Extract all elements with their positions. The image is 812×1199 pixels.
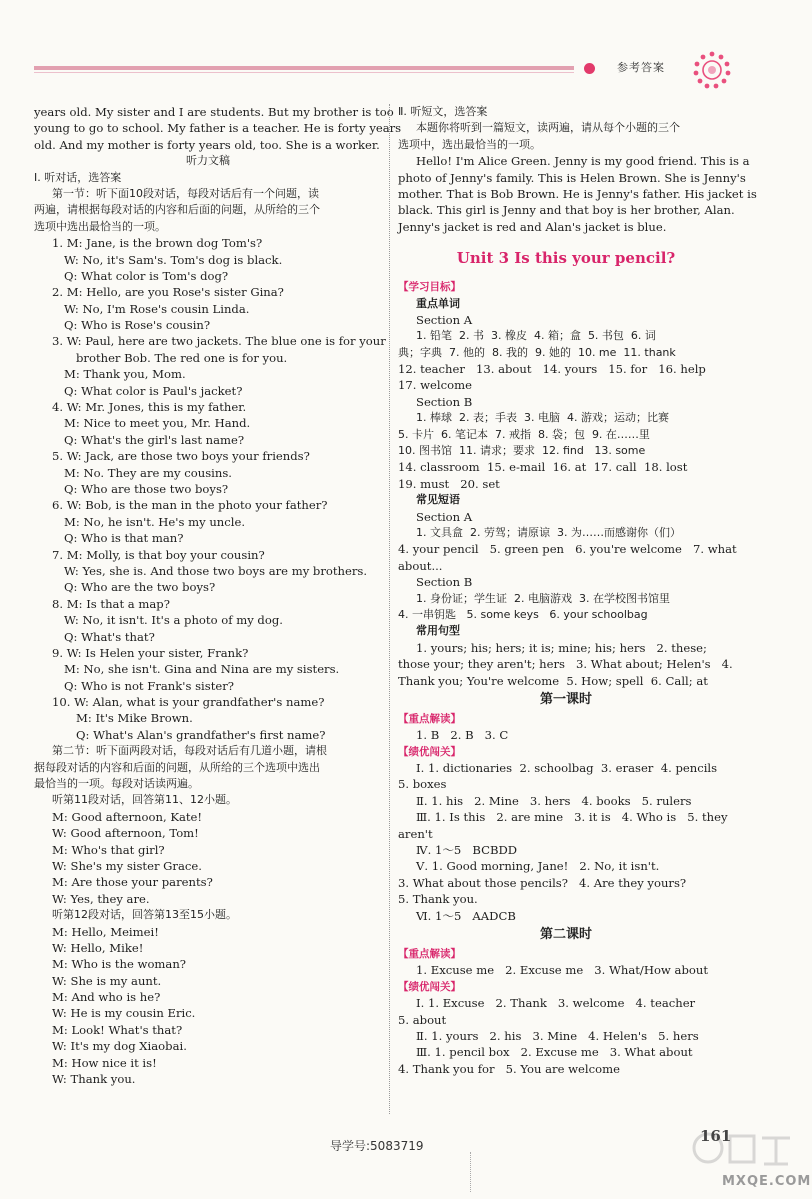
text-line: M: No. They are my cousins.	[64, 465, 232, 480]
answer-line: 常用句型	[416, 624, 460, 638]
answer-line: Ⅴ. 1. Good morning, Jane! 2. No, it isn't.	[416, 859, 660, 874]
passage-line: Ⅱ. 听短文，选答案	[398, 105, 488, 118]
answer-line: 1. Excuse me 2. Excuse me 3. What/How about	[416, 963, 708, 978]
text-line: 2. M: Hello, are you Rose's sister Gina?	[52, 285, 284, 300]
text-line: 听第12段对话，回答第13至15小题。	[52, 908, 237, 922]
column-divider	[389, 104, 390, 1114]
passage-line: 选项中，选出最恰当的一项。	[398, 137, 541, 151]
answer-line: 19. must 20. set	[398, 476, 500, 491]
text-line: years old. My sister and I are students. But my brother is too	[34, 105, 394, 119]
text-line: 8. M: Is that a map?	[52, 596, 170, 611]
answer-line: 第一课时	[539, 691, 592, 707]
answer-line: 1. yours; his; hers; it is; mine; his; hers 2. these;	[416, 640, 707, 655]
answer-line: 典；字典 7. 他的 8. 我的 9. 她的 10. me 11. thank	[398, 345, 676, 359]
text-line: Q: What's that?	[64, 629, 155, 644]
answer-line: 3. What about those pencils? 4. Are they yours?	[398, 875, 687, 890]
text-line: M: Look! What's that?	[52, 1022, 183, 1037]
text-line: old. And my mother is forty years old, too. She is a worker.	[34, 137, 380, 152]
text-line: 10. W: Alan, what is your grandfather's name?	[52, 695, 325, 710]
text-line: M: And who is he?	[52, 990, 161, 1005]
answer-line: 常见短语	[416, 493, 460, 507]
answer-line: 1. 文具盒 2. 劳驾；请原谅 3. 为……而感谢你（们）	[416, 525, 681, 539]
text-line: M: No, he isn't. He's my uncle.	[64, 514, 246, 529]
answer-line: Ⅱ. 1. yours 2. his 3. Mine 4. Helen's 5. hers	[416, 1028, 699, 1043]
text-line: 听第11段对话，回答第11、12小题。	[52, 793, 237, 807]
text-line: 3. W: Paul, here are two jackets. The blue one is for your	[52, 334, 386, 349]
text-line: M: Who is the woman?	[52, 957, 187, 972]
text-line: 1. M: Jane, is the brown dog Tom's?	[52, 236, 263, 251]
text-line: M: Hello, Meimei!	[52, 924, 159, 939]
answer-line: Ⅱ. 1. his 2. Mine 3. hers 4. books 5. rulers	[416, 793, 692, 808]
text-line: W: Hello, Mike!	[52, 940, 144, 955]
answer-line: Ⅲ. 1. pencil box 2. Excuse me 3. What about	[416, 1045, 693, 1060]
unit-title: Unit 3 Is this your pencil?	[456, 249, 676, 268]
listening-passage	[398, 104, 757, 235]
answer-line: 4. 一串钥匙 5. some keys 6. your schoolbag	[398, 607, 648, 621]
answer-line: 12. teacher 13. about 14. yours 15. for 16. help	[398, 362, 706, 377]
answer-line: 17. welcome	[398, 378, 472, 393]
text-line: Q: What color is Tom's dog?	[64, 268, 229, 283]
answer-line: Ⅰ. 1. dictionaries 2. schoolbag 3. eraser 4. pencils	[416, 761, 718, 776]
text-line: W: No, it's Sam's. Tom's dog is black.	[64, 252, 283, 267]
text-line: Q: Who is Rose's cousin?	[64, 318, 211, 333]
text-line: W: She is my aunt.	[52, 973, 162, 988]
answer-line: 5. Thank you.	[398, 892, 478, 907]
left-column	[34, 104, 402, 1087]
answer-line: Ⅲ. 1. Is this 2. are mine 3. it is 4. Who is 5. they	[416, 810, 728, 825]
text-line: 5. W: Jack, are those two boys your friends?	[52, 449, 310, 464]
answer-line: Section A	[416, 509, 473, 524]
answer-line: aren't	[398, 826, 433, 841]
text-line: 听力文稿	[186, 154, 230, 168]
answer-line: 【绩优闯关】	[398, 980, 461, 993]
text-line: M: Good afternoon, Kate!	[52, 809, 203, 824]
answer-line: 第二课时	[539, 926, 592, 942]
guide-number: 导学号:5083719	[330, 1139, 424, 1153]
header-rule	[34, 66, 574, 70]
text-line: M: No, she isn't. Gina and Nina are my sisters.	[64, 662, 340, 677]
text-line: 7. M: Molly, is that boy your cousin?	[52, 547, 265, 562]
answer-key	[398, 279, 737, 1077]
watermark-text: MXQE.COM	[722, 1174, 812, 1189]
answer-line: Ⅵ. 1～5 AADCB	[416, 908, 516, 923]
text-line: Ⅰ. 听对话，选答案	[34, 170, 122, 184]
answer-line: 14. classroom 15. e-mail 16. at 17. call 18. lost	[398, 460, 688, 475]
header-title: 参考答案	[617, 61, 665, 74]
text-line: Q: What's the girl's last name?	[64, 432, 245, 447]
answer-line: 10. 图书馆 11. 请求；要求 12. find 13. some	[398, 444, 646, 458]
text-line: Q: Who is not Frank's sister?	[64, 678, 234, 693]
answer-line: 5. boxes	[398, 777, 447, 792]
answer-line: Section A	[416, 312, 473, 327]
answer-line: 5. 卡片 6. 笔记本 7. 戒指 8. 袋；包 9. 在……里	[398, 427, 650, 441]
text-line: W: No, it isn't. It's a photo of my dog.	[64, 613, 283, 628]
text-line: W: Yes, she is. And those two boys are my brothers.	[64, 563, 368, 578]
text-line: 最恰当的一项。每段对话读两遍。	[34, 777, 199, 791]
answer-line: Ⅳ. 1～5 BCBDD	[416, 843, 518, 858]
text-line: 第一节：听下面10段对话，每段对话后有一个问题，读	[52, 186, 319, 200]
header-dot	[584, 63, 595, 74]
answer-line: Ⅰ. 1. Excuse 2. Thank 3. welcome 4. teacher	[416, 996, 696, 1011]
text-line: 6. W: Bob, is the man in the photo your father?	[52, 498, 328, 513]
answer-line: 4. your pencil 5. green pen 6. you're welcome 7. what	[398, 542, 737, 557]
text-line: W: He is my cousin Eric.	[52, 1006, 196, 1021]
text-line: 据每段对话的内容和后面的问题，从所给的三个选项中选出	[34, 760, 320, 774]
answer-line: 【重点解读】	[398, 712, 461, 725]
text-line: Q: Who are the two boys?	[64, 580, 216, 595]
text-line: 9. W: Is Helen your sister, Frank?	[52, 645, 249, 660]
text-line: Q: What's Alan's grandfather's first name?	[76, 727, 326, 742]
answer-line: 4. Thank you for 5. You are welcome	[398, 1061, 620, 1076]
passage-line: Hello! I'm Alice Green. Jenny is my good friend. This is a	[416, 154, 750, 169]
answer-line: 【重点解读】	[398, 947, 461, 960]
text-line: brother Bob. The red one is for you.	[76, 350, 288, 365]
passage-line: Jenny's jacket is red and Alan's jacket is blue.	[398, 219, 667, 234]
text-line: M: Who's that girl?	[52, 842, 165, 857]
text-line: M: Nice to meet you, Mr. Hand.	[64, 416, 251, 431]
answer-line: 【绩优闯关】	[398, 745, 461, 758]
answer-line: Section B	[416, 575, 473, 590]
right-column	[398, 104, 757, 1077]
text-line: 4. W: Mr. Jones, this is my father.	[52, 400, 247, 415]
text-line: W: Good afternoon, Tom!	[52, 826, 199, 841]
text-line: W: Yes, they are.	[52, 891, 150, 906]
flower-logo-icon	[690, 48, 734, 92]
answer-line: those your; they aren't; hers 3. What about; Helen's 4.	[398, 657, 733, 672]
answer-line: about...	[398, 558, 443, 573]
text-line: Q: Who are those two boys?	[64, 481, 229, 496]
answer-line: Thank you; You're welcome 5. How; spell 6. Call; at	[398, 673, 708, 688]
text-line: M: How nice it is!	[52, 1055, 157, 1070]
answer-line: 【学习目标】	[398, 281, 461, 294]
passage-line: photo of Jenny's family. This is Helen Brown. She is Jenny's	[398, 170, 746, 185]
passage-line: black. This girl is Jenny and that boy is her brother, Alan.	[398, 203, 735, 218]
answer-line: 1. B 2. B 3. C	[416, 728, 509, 743]
answer-line: 重点单词	[416, 296, 460, 310]
text-line: 两遍，请根据每段对话的内容和后面的问题，从所给的三个	[34, 203, 320, 217]
text-line: 第二节：听下面两段对话，每段对话后有几道小题，请根	[52, 744, 327, 758]
text-line: M: Are those your parents?	[52, 875, 213, 890]
text-line: W: It's my dog Xiaobai.	[52, 1039, 187, 1054]
passage-line: mother. That is Bob Brown. He is Jenny's father. His jacket is	[398, 186, 757, 201]
header-rule-thin	[34, 72, 574, 73]
answer-line: 1. 棒球 2. 表；手表 3. 电脑 4. 游戏；运动；比赛	[416, 411, 669, 425]
text-line: young to go to school. My father is a teacher. He is forty years	[34, 121, 402, 136]
gutter-mark	[470, 1152, 471, 1192]
text-line: M: It's Mike Brown.	[76, 711, 193, 726]
answer-line: 1. 铅笔 2. 书 3. 橡皮 4. 箱；盒 5. 书包 6. 词	[416, 329, 656, 343]
text-line: 选项中选出最恰当的一项。	[34, 219, 166, 233]
page-number: 161	[700, 1127, 732, 1145]
answer-line: 5. about	[398, 1012, 447, 1027]
text-line: Q: Who is that man?	[64, 531, 184, 546]
text-line: W: No, I'm Rose's cousin Linda.	[64, 301, 250, 316]
answer-line: Section B	[416, 394, 473, 409]
answer-line: 1. 身份证；学生证 2. 电脑游戏 3. 在学校图书馆里	[416, 591, 670, 605]
passage-line: 本题你将听到一篇短文，读两遍，请从每个小题的三个	[416, 121, 680, 135]
text-line: Q: What color is Paul's jacket?	[64, 383, 243, 398]
text-line: M: Thank you, Mom.	[64, 367, 186, 382]
text-line: W: She's my sister Grace.	[52, 858, 202, 873]
text-line: W: Thank you.	[52, 1072, 136, 1087]
